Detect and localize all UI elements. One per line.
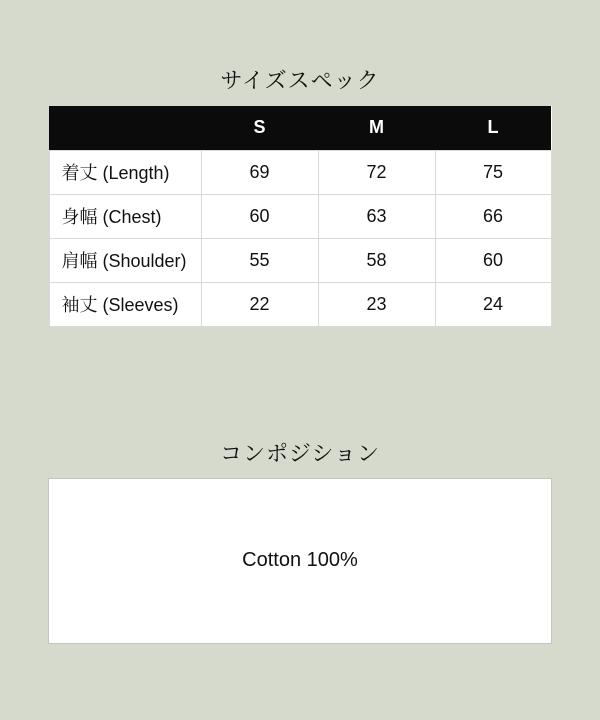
size-value: 22 [201,282,318,326]
size-value: 60 [435,238,551,282]
size-value: 60 [201,194,318,238]
table-row-chest [49,194,551,238]
size-value: 72 [318,150,435,194]
row-label-shoulder: 肩幅 (Shoulder) [49,238,201,282]
table-row-length [49,150,551,194]
corner-header-cell [49,106,201,150]
size-value: 75 [435,150,551,194]
row-label-length: 着丈 (Length) [49,150,201,194]
column-header-s: S [201,106,318,150]
composition-value: Cotton 100% [242,549,358,571]
size-value: 66 [435,194,551,238]
size-table-body [49,150,551,326]
size-table-header [49,106,551,150]
row-label-chest: 身幅 (Chest) [49,194,201,238]
size-spec-table [49,106,552,327]
size-value: 24 [435,282,551,326]
header-row [49,106,551,150]
size-spec-title: サイズスペック [220,68,380,93]
row-label-sleeves: 袖丈 (Sleeves) [49,282,201,326]
composition-title: コンポジション [219,440,380,466]
size-value: 23 [318,282,435,326]
table-row-sleeves [49,282,551,326]
table-row-shoulder [49,238,551,282]
column-header-m: M [318,106,435,150]
size-value: 69 [201,150,318,194]
column-header-l: L [435,106,551,150]
composition-box [48,478,552,644]
size-value: 63 [318,194,435,238]
size-value: 58 [318,238,435,282]
size-value: 55 [201,238,318,282]
